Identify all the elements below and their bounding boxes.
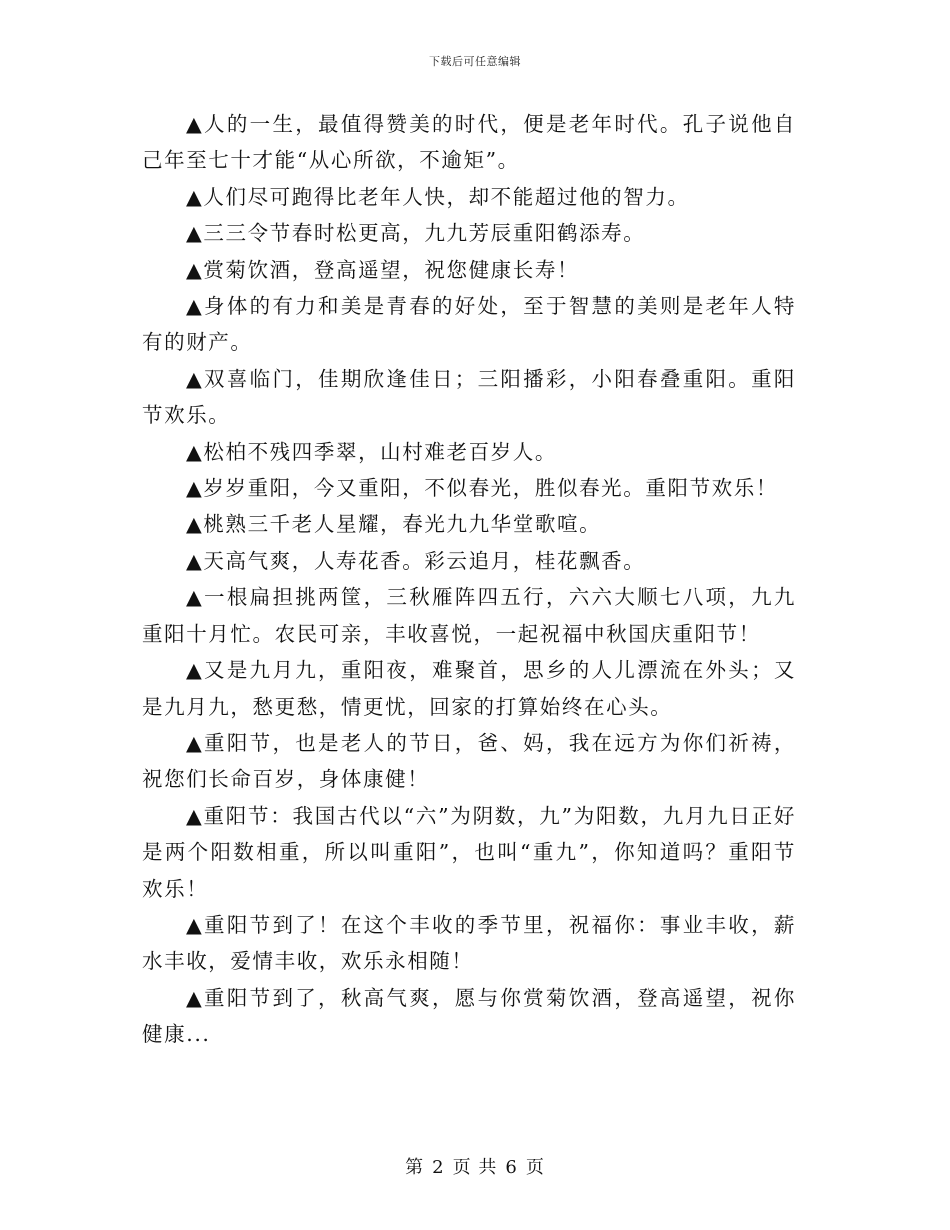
paragraph: ▲一根扁担挑两筐，三秋雁阵四五行，六六大顺七八项，九九重阳十月忙。农民可亲，丰收喜悦，一起祝福中秋国庆重阳节！: [142, 585, 796, 646]
paragraph: ▲重阳节：我国古代以“六”为阴数，九”为阳数，九月九日正好是两个阳数相重，所以叫重阳”，也叫“重九”，你知道吗？重阳节欢乐！: [142, 803, 796, 901]
paragraph: ▲人们尽可跑得比老年人快，却不能超过他的智力。: [186, 184, 690, 209]
paragraph: ▲重阳节，也是老人的节日，爸、妈，我在远方为你们祈祷，祝您们长命百岁，身体康健！: [142, 730, 796, 792]
paragraph: ▲重阳节到了！在这个丰收的季节里，祝福你：事业丰收，薪水丰收，爱情丰收，欢乐永相随！: [142, 912, 796, 974]
document-body: [142, 106, 796, 1053]
paragraph: ▲赏菊饮酒，登高遥望，祝您健康长寿！: [186, 257, 580, 282]
paragraph: ▲松柏不残四季翠，山村难老百岁人。: [186, 439, 557, 464]
paragraph: ▲身体的有力和美是青春的好处，至于智慧的美则是老年人特有的财产。: [142, 294, 796, 355]
footer-middle: 页 共: [452, 1157, 498, 1178]
page-footer: [0, 1153, 950, 1179]
paragraph: ▲重阳节到了，秋高气爽，愿与你赏菊饮酒，登高遥望，祝你健康...: [142, 985, 796, 1047]
paragraph: ▲岁岁重阳，今又重阳，不似春光，胜似春光。重阳节欢乐！: [186, 476, 778, 501]
paragraph: ▲三三令节春时松更高，九九芳辰重阳鹤添寿。: [186, 221, 646, 246]
paragraph: ▲又是九月九，重阳夜，难聚首，思乡的人儿漂流在外头；又是九月九，愁更愁，情更忧，回家的打算始终在心头。: [142, 658, 796, 719]
paragraph: ▲桃熟三千老人星耀，春光九九华堂歌喧。: [186, 512, 602, 537]
footer-suffix: 页: [525, 1157, 545, 1178]
paragraph: ▲天高气爽，人寿花香。彩云追月，桂花飘香。: [186, 548, 646, 573]
paragraph: ▲人的一生，最值得赞美的时代，便是老年时代。孔子说他自己年至七十才能“从心所欲，不逾矩”。: [142, 112, 796, 173]
current-page-number: 2: [432, 1157, 445, 1178]
paragraph: ▲双喜临门，佳期欣逢佳日；三阳播彩，小阳春叠重阳。重阳节欢乐。: [142, 366, 796, 428]
page-header: 下载后可任意编辑: [429, 55, 521, 68]
footer-prefix: 第: [405, 1157, 425, 1178]
total-page-number: 6: [505, 1157, 518, 1178]
